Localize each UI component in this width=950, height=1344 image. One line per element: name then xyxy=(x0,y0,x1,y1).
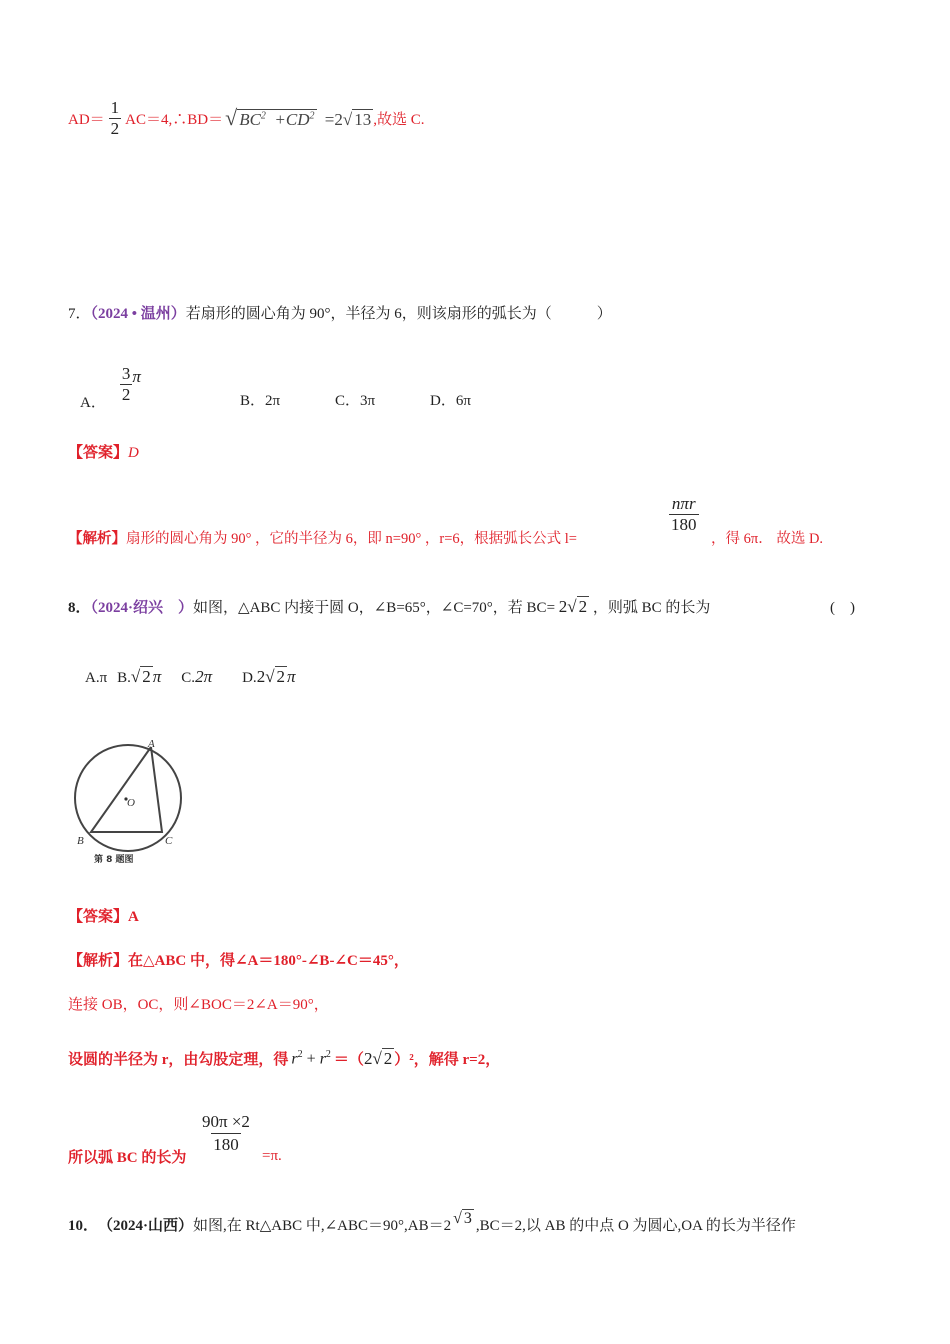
analysis-label: 【解析】 xyxy=(68,953,129,969)
fraction-den: 2 xyxy=(110,118,120,138)
sq: 2 xyxy=(309,110,315,122)
q8-answer xyxy=(68,905,139,926)
pi-symbol: π xyxy=(287,667,296,686)
sq: 2 xyxy=(325,1048,331,1060)
opt-label: D. xyxy=(242,670,257,686)
label-b: B xyxy=(77,835,84,847)
q10-number: 10． xyxy=(68,1218,99,1234)
line3-text-b: ）²，解得 r=2， xyxy=(394,1052,501,1068)
q10-stem xyxy=(68,1210,796,1235)
fraction-num: 3 xyxy=(121,364,131,384)
opt-label: B. xyxy=(117,670,131,686)
q7-opt-a-fraction xyxy=(120,365,133,404)
equals-paren: ＝（ xyxy=(333,1052,364,1068)
q8-option-b[interactable]: B.√ 2 π xyxy=(117,667,162,686)
coef: 2 xyxy=(558,597,568,616)
analysis-text: 在△ABC 中，得∠A＝180°-∠B-∠C＝45°， xyxy=(128,953,409,969)
coef: 2 xyxy=(256,667,266,686)
q8-figure xyxy=(68,736,188,868)
q7-source: （2024 • 温州） xyxy=(90,306,186,322)
two-root-two: 2√ 2 xyxy=(363,1049,393,1068)
radicand: 2 xyxy=(142,667,151,686)
analysis-text: 扇形的圆心角为 90° ，它的半径为 6，即 n=90° ，r=6，根据弧长公式 l= xyxy=(126,531,577,547)
prev-text-ad: AD＝ xyxy=(68,111,105,128)
triangle-abc xyxy=(91,747,162,832)
sq: 2 xyxy=(260,110,266,122)
q7-option-c[interactable]: C．3π xyxy=(335,393,376,409)
coef: 2 xyxy=(363,1049,373,1068)
label-a: A xyxy=(148,738,155,750)
plus: + xyxy=(302,1050,320,1068)
sqrt-body xyxy=(237,109,316,130)
q7-option-d[interactable]: D．6π xyxy=(430,393,471,409)
q10-text-a: 如图,在 Rt△ABC 中,∠ABC＝90°,AB＝2 xyxy=(193,1218,452,1234)
opt-value: 2π xyxy=(195,667,213,686)
answer-label: 【答案】 xyxy=(68,445,129,461)
prev-text-ac: AC＝4,∴BD＝ xyxy=(125,111,224,128)
var-r: r xyxy=(319,1050,326,1068)
label-c: C xyxy=(165,835,173,847)
fraction-num: nπr xyxy=(671,494,696,513)
q7-option-b[interactable]: B．2π xyxy=(240,393,281,409)
line3-text-a: 设圆的半径为 r，由勾股定理，得 xyxy=(68,1052,289,1068)
q8-analysis-line3 xyxy=(68,1048,500,1069)
q10-text-b: ,BC＝2,以 AB 的中点 O 为圆心,OA 的长为半径作 xyxy=(475,1218,796,1234)
q7-analysis xyxy=(68,527,577,548)
sqrt-bc: BC xyxy=(239,110,261,129)
q8-number: 8． xyxy=(68,600,91,616)
sq: 2 xyxy=(297,1048,303,1060)
label-o: O xyxy=(127,797,135,809)
pythagoras-expression xyxy=(291,1049,331,1068)
q7-stem xyxy=(68,302,612,323)
q7-answer xyxy=(68,441,139,462)
q8-source: （2024·绍兴 ） xyxy=(90,600,194,616)
q8-analysis-line4 xyxy=(68,1146,186,1167)
pi-symbol: π xyxy=(152,667,162,686)
figure-caption: 第 8 题图 xyxy=(94,855,134,865)
sqrt-bd-expression: √ $BC^2 +CD^2 =2√$ 13 xyxy=(225,105,372,130)
equals-two: =2 xyxy=(324,110,343,129)
q7-analysis-tail: ，得 6π． 故选 D. xyxy=(711,531,824,547)
q8-analysis-line4-tail: =π. xyxy=(262,1148,282,1164)
radicand: 3 xyxy=(463,1210,472,1227)
prev-solution-line xyxy=(68,88,424,148)
opt-label: C. xyxy=(181,670,196,686)
q7-option-a[interactable] xyxy=(80,354,141,412)
q8-option-d[interactable]: D.2√ 2 π xyxy=(242,667,296,686)
bc-value: 2√ 2 xyxy=(558,597,588,616)
fraction-num: 1 xyxy=(110,97,120,117)
var-r: r xyxy=(291,1050,298,1068)
q8-option-c[interactable] xyxy=(181,667,212,687)
sqrt13: 13 xyxy=(354,110,372,129)
fraction-den: 180 xyxy=(671,514,697,534)
q8-stem xyxy=(68,596,710,617)
q7-text: 若扇形的圆心角为 90°，半径为 6，则该扇形的弧长为（ ） xyxy=(185,306,612,322)
analysis-label: 【解析】 xyxy=(68,531,126,547)
q8-analysis-line1 xyxy=(68,949,409,970)
q8-paren: ( ) xyxy=(830,600,855,616)
fraction-half xyxy=(109,99,122,138)
radicand: 2 xyxy=(578,597,588,616)
line4-text-a: 所以弧 BC 的长为 xyxy=(68,1150,187,1166)
q10-source: （2024·山西） xyxy=(98,1218,194,1234)
q8-text-a: 如图，△ABC 内接于圆 O，∠B=65°，∠C=70°，若 BC= xyxy=(193,600,556,616)
arc-length-fraction xyxy=(200,1113,252,1154)
fraction-den: 180 xyxy=(213,1134,239,1154)
prev-tail: ,故选 C. xyxy=(373,111,425,128)
fraction-den: 2 xyxy=(121,385,131,405)
fraction-num: 90π ×2 xyxy=(202,1112,250,1131)
pi-symbol: π xyxy=(132,366,141,386)
q7-number: 7． xyxy=(68,306,91,322)
q8-options xyxy=(85,666,296,687)
radicand: 2 xyxy=(276,667,286,686)
root-three: √ 3 xyxy=(453,1210,472,1227)
radicand: 2 xyxy=(383,1049,393,1068)
answer-label: 【答案】 xyxy=(68,909,129,925)
q8-option-a[interactable]: A.π xyxy=(85,670,108,686)
q7-opt-a-label: A． xyxy=(80,395,106,411)
arc-formula-fraction xyxy=(669,495,699,534)
q8-text-b: ，则弧 BC 的长为 xyxy=(592,600,711,616)
q8-analysis-line2: 连接 OB，OC，则∠BOC＝2∠A＝90°， xyxy=(68,997,329,1013)
sqrt-cd: +CD xyxy=(274,110,310,129)
answer-value: A xyxy=(128,909,139,925)
answer-value: D xyxy=(128,445,139,461)
